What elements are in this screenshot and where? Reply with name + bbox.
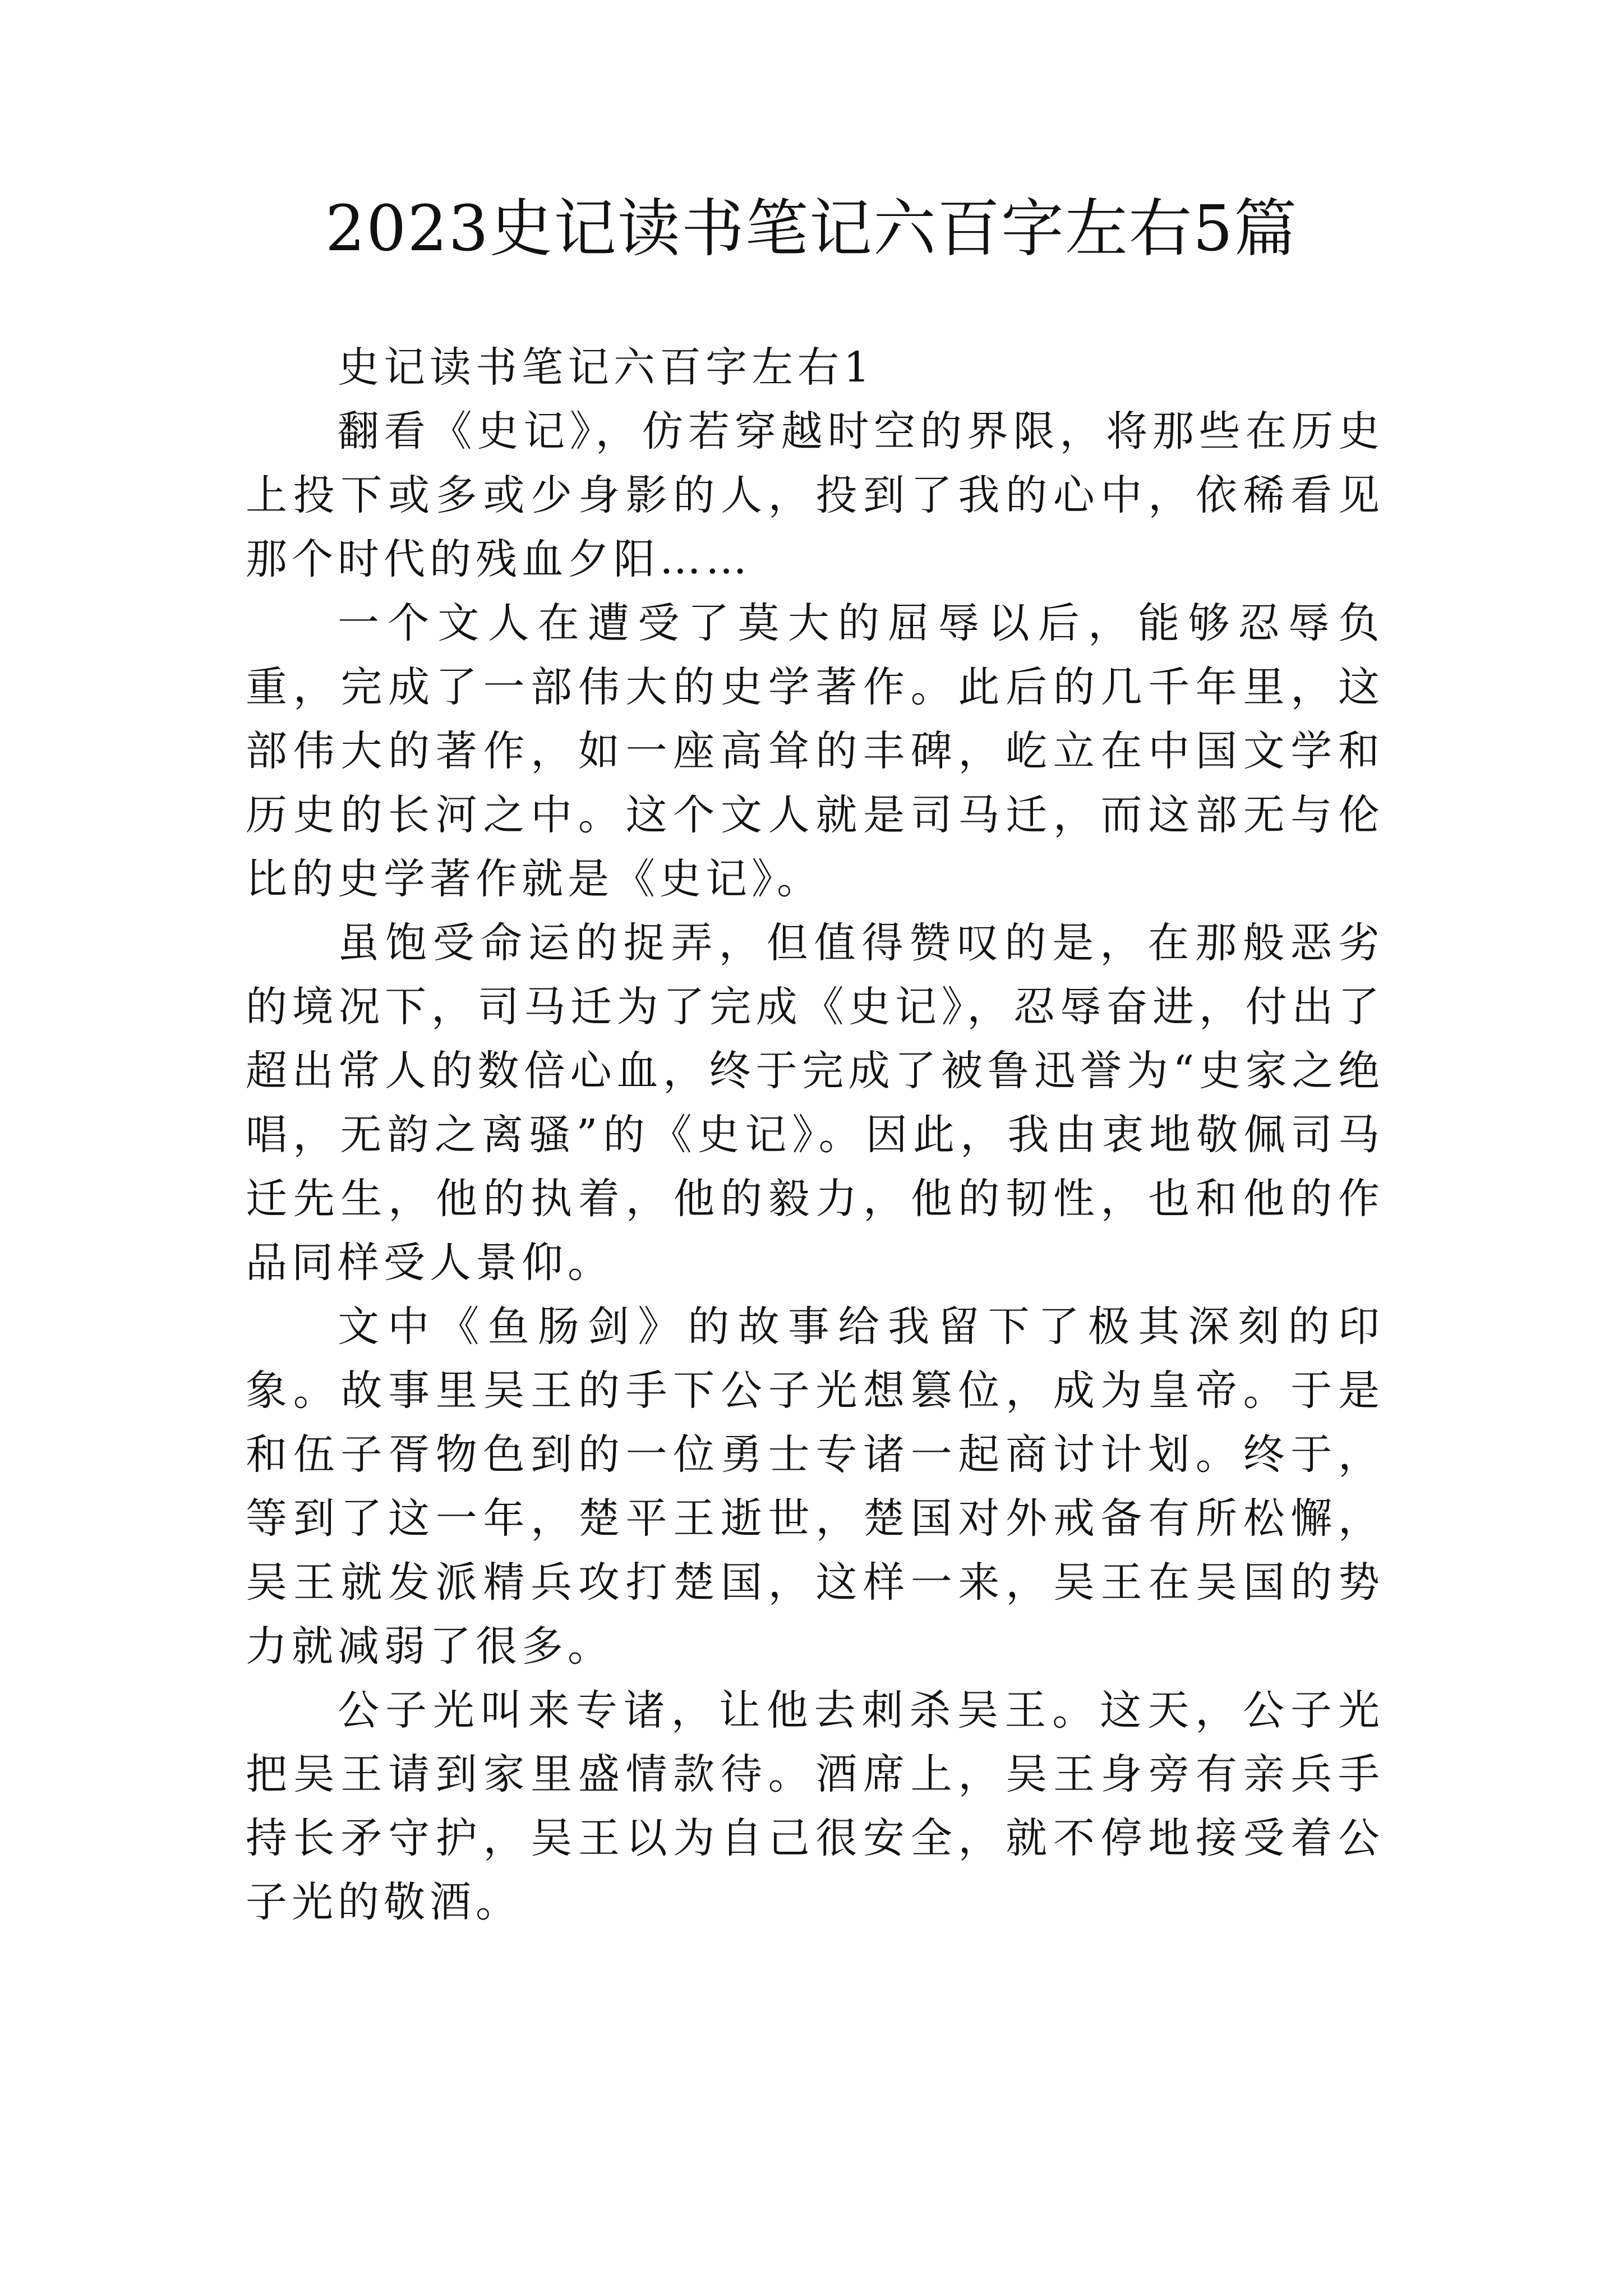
section-heading: 史记读书笔记六百字左右1	[338, 343, 875, 392]
document-title: 2023史记读书笔记六百字左右5篇	[325, 192, 1298, 265]
paragraph: 翻看《史记》，仿若穿越时空的界限，将那些在历史上投下或多或少身影的人，投到了我的心中，依稀看见那个时代的残血夕阳……	[246, 407, 1384, 583]
paragraph: 一个文人在遭受了莫大的屈辱以后，能够忍辱负重，完成了一部伟大的史学著作。此后的几千年里，这部伟大的著作，如一座高耸的丰碑，屹立在中国文学和历史的长河之中。这个文人就是司马迁，而这部无与伦比的史学著作就是《史记》。	[246, 599, 1384, 903]
document-body	[246, 335, 1384, 1934]
paragraph: 文中《鱼肠剑》的故事给我留下了极其深刻的印象。故事里吴王的手下公子光想篡位，成为皇帝。于是和伍子胥物色到的一位勇士专诸一起商讨计划。终于，等到了这一年，楚平王逝世，楚国对外戒备有所松懈，吴王就发派精兵攻打楚国，这样一来，吴王在吴国的势力就减弱了很多。	[246, 1303, 1384, 1671]
paragraph: 公子光叫来专诸，让他去刺杀吴王。这天，公子光把吴王请到家里盛情款待。酒席上，吴王身旁有亲兵手持长矛守护，吴王以为自己很安全，就不停地接受着公子光的敬酒。	[246, 1686, 1384, 1926]
paragraph: 虽饱受命运的捉弄，但值得赞叹的是，在那般恶劣的境况下，司马迁为了完成《史记》，忍辱奋进，付出了超出常人的数倍心血，终于完成了被鲁迅誉为“史家之绝唱，无韵之离骚”的《史记》。因此，我由衷地敬佩司马迁先生，他的执着，他的毅力，他的韧性，也和他的作品同样受人景仰。	[246, 919, 1384, 1287]
